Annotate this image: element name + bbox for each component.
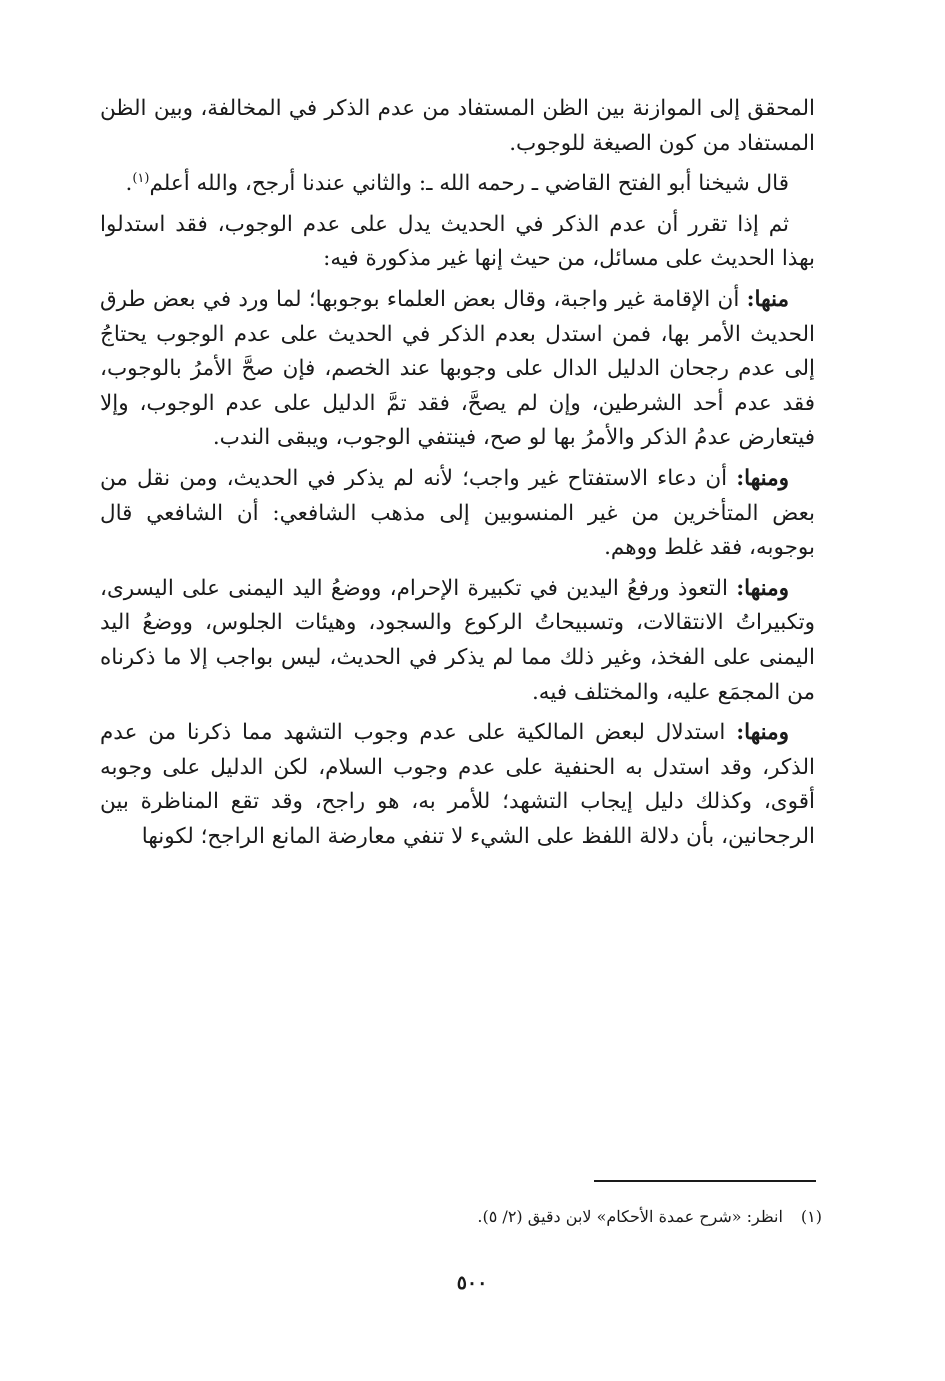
footnote	[100, 1204, 822, 1230]
paragraph-3	[100, 208, 815, 277]
main-text	[100, 92, 815, 860]
paragraph-1-text: المحقق إلى الموازنة بين الظن المستفاد من عدم الذكر في المخالفة، وبين الظن المستفاد من كون الصيغة للوجوب.	[100, 96, 815, 156]
paragraph-3-text: ثم إذا تقرر أن عدم الذكر في الحديث يدل على عدم الوجوب، فقد استدلوا بهذا الحديث على مسائل، من حيث إنها غير مذكورة فيه:	[100, 211, 815, 272]
paragraph-6	[100, 572, 815, 710]
paragraph-5-lead: ومنها:	[736, 465, 789, 491]
paragraph-7-text: استدلال لبعض المالكية على عدم وجوب التشهد مما ذكرنا من عدم الذكر، وقد استدل به الحنفية على عدم وجوب السلام، لكن الدليل على وجوبه أقوى، وكذلك دليل إيجاب التشهد؛ للأمر به، هو راجح، وقد تقع المناظرة بين الرجحانين، بأن دلالة اللفظ على الشيء لا تنفي معارضة المانع الراجح؛ لكونها	[100, 720, 815, 849]
footnote-text: انظر: «شرح عمدة الأحكام» لابن دقيق (٢/ ٥).	[477, 1207, 783, 1226]
footnote-reference[interactable]: (١)	[132, 171, 150, 187]
paragraph-2-text: قال شيخنا أبو الفتح القاضي ـ رحمه الله ـ: والثاني عندنا أرجح، والله أعلم	[149, 171, 789, 197]
paragraph-5	[100, 462, 815, 566]
paragraph-1	[100, 92, 815, 161]
paragraph-4-text: أن الإقامة غير واجبة، وقال بعض العلماء بوجوبها؛ لما ورد في بعض طرق الحديث الأمر بها، فمن استدل بعدم الذكر في الحديث على عدم الوجوب يحتاجُ إلى عدم رجحان الدليل الدال على وجوبها عند الخصم، فإن صحَّ الأمرُ بالوجوب، فقد عدم أحد الشرطين، وإن لم يصحَّ، فقد تمَّ الدليل على عدم الوجوب، وإلا فيتعارض عدمُ الذكر والأمرُ بها لو صح، فينتفي الوجوب، ويبقى الندب.	[100, 286, 815, 451]
paragraph-4	[100, 283, 815, 456]
paragraph-2	[100, 167, 815, 202]
paragraph-5-text: أن دعاء الاستفتاح غير واجب؛ لأنه لم يذكر في الحديث، ومن نقل من بعض المتأخرين من غير المنسوبين إلى مذهب الشافعي: أن الشافعي قال بوجوبه، فقد غلط ووهم.	[100, 465, 815, 561]
paragraph-6-lead: ومنها:	[736, 575, 789, 601]
paragraph-2-end: .	[125, 171, 133, 197]
paragraph-4-lead: منها:	[746, 286, 789, 312]
paragraph-6-text: التعوذ ورفعُ اليدين في تكبيرة الإحرام، ووضعُ اليد اليمنى على اليسرى، وتكبيراتُ الانتقالات، وتسبيحاتُ الركوع والسجود، وهيئات الجلوس، ووضعُ اليد اليمنى على الفخذ، وغير ذلك مما لم يذكر في الحديث، ليس بواجب إلا ما ذكرناه من المجمَع عليه، والمختلف فيه.	[100, 575, 815, 705]
footnote-divider	[594, 1180, 816, 1182]
footnote-number: (١)	[800, 1207, 822, 1226]
paragraph-7-lead: ومنها:	[736, 720, 789, 746]
paragraph-7	[100, 716, 815, 854]
page-number: ٥٠٠	[456, 1272, 488, 1294]
